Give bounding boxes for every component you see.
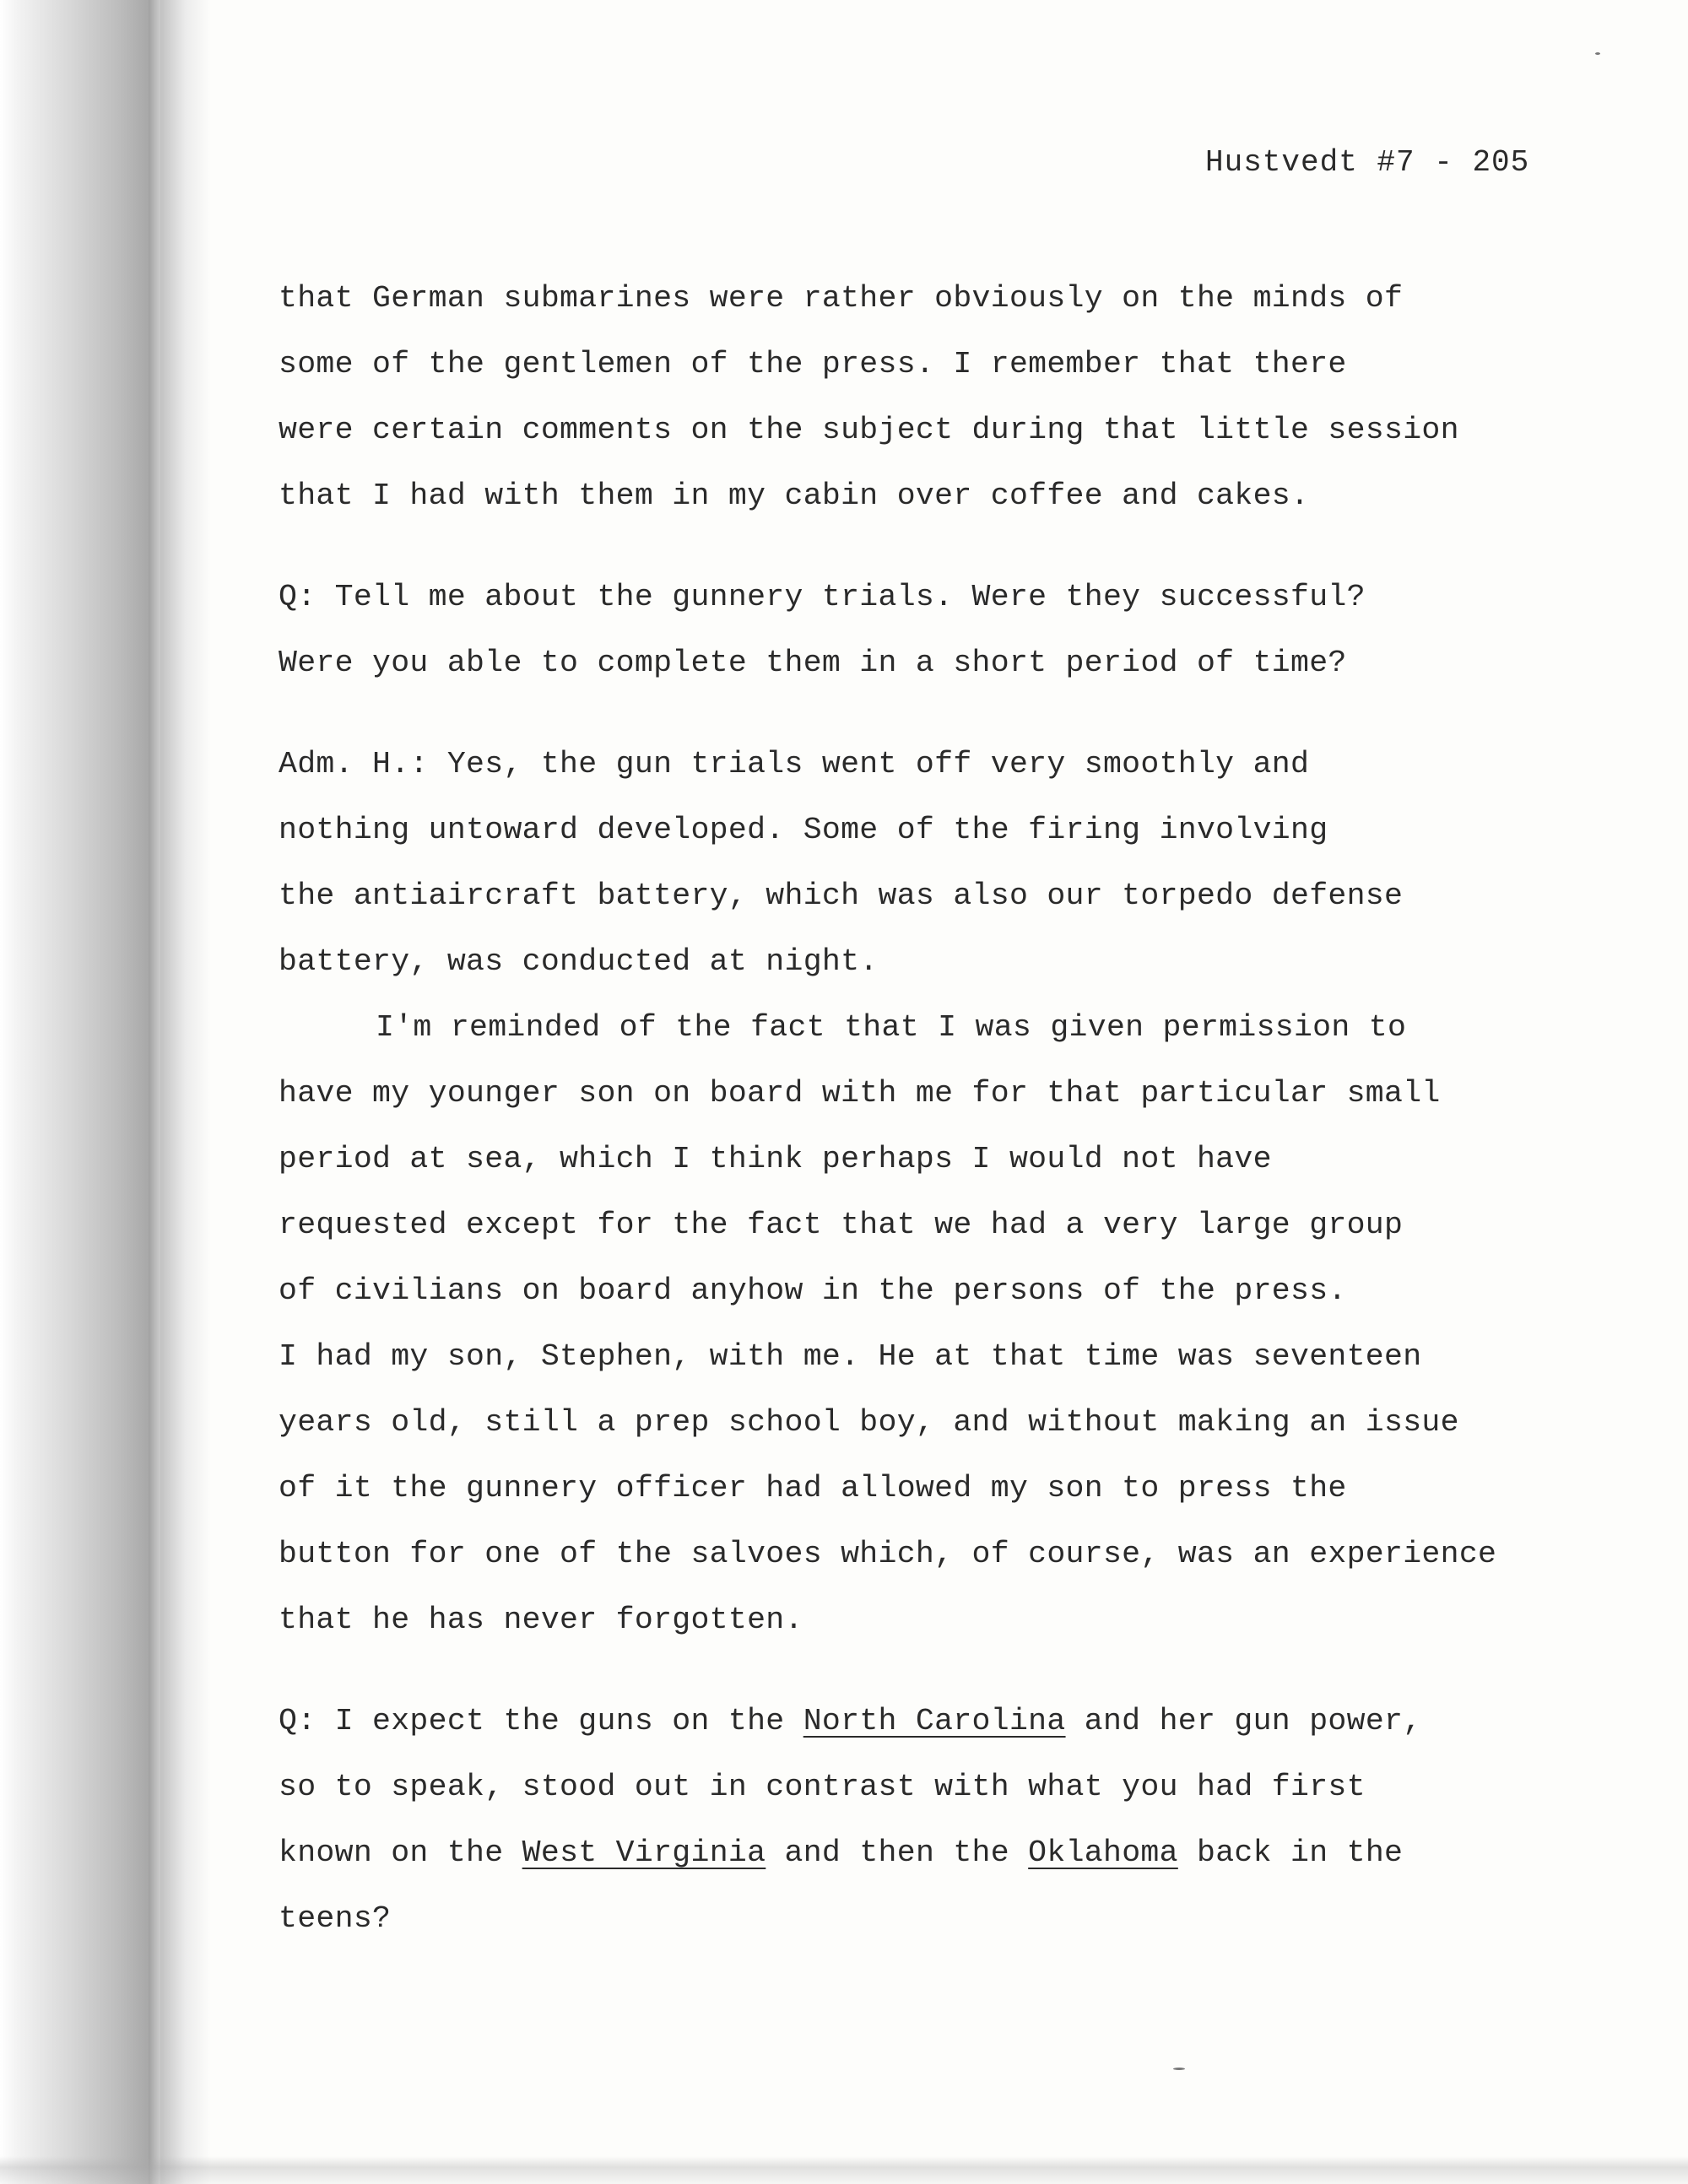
text-line: that I had with them in my cabin over coffee and cakes. [279, 478, 1310, 513]
text-segment: back in the [1177, 1835, 1404, 1870]
paragraph-question-gun-power [279, 1689, 1595, 1952]
text-line: were certain comments on the subject during that little session [279, 413, 1459, 447]
text-line: I'm reminded of the fact that I was given permission to [376, 1010, 1407, 1045]
text-line: of civilians on board anyhow in the persons of the press. [279, 1273, 1347, 1308]
text-line: Adm. H.: Yes, the gun trials went off very smoothly and [279, 747, 1310, 781]
text-segment: known on the [279, 1835, 522, 1870]
paragraph-answer-continued [279, 266, 1595, 529]
text-line: battery, was conducted at night. [279, 944, 879, 979]
text-line: teens? [279, 1901, 392, 1936]
text-line: period at sea, which I think perhaps I would not have [279, 1142, 1272, 1176]
text-line: Were you able to complete them in a short period of time? [279, 646, 1347, 680]
text-line: nothing untoward developed. Some of the firing involving [279, 813, 1328, 847]
text-line: button for one of the salvoes which, of course, was an experience [279, 1537, 1497, 1571]
binding-fold-line [149, 0, 160, 2184]
text-line: have my younger son on board with me for that particular small [279, 1076, 1441, 1111]
text-line: so to speak, stood out in contrast with what you had first [279, 1770, 1366, 1804]
text-line: the antiaircraft battery, which was also our torpedo defense [279, 878, 1404, 913]
running-head: Hustvedt #7 - 205 [1205, 145, 1530, 180]
text-line: of it the gunnery officer had allowed my son to press the [279, 1471, 1347, 1506]
text-line: that German submarines were rather obviously on the minds of [279, 281, 1404, 316]
text-line: Q: Tell me about the gunnery trials. Were they successful? [279, 580, 1366, 614]
bottom-edge-shadow [0, 2156, 1688, 2184]
text-segment: Q: I expect the guns on the [279, 1704, 803, 1738]
paragraph-question-gunnery-trials [279, 565, 1595, 696]
text-line [279, 1820, 1595, 1886]
text-line: requested except for the fact that we had a very large group [279, 1208, 1404, 1242]
paragraph-answer-gun-trials [279, 732, 1595, 995]
text-line: some of the gentlemen of the press. I remember that there [279, 347, 1347, 381]
transcript-body [279, 266, 1595, 1952]
text-segment: and her gun power, [1065, 1704, 1422, 1738]
scan-speck [1595, 52, 1600, 55]
paragraph-son-on-board [279, 995, 1595, 1653]
ship-name-west-virginia: West Virginia [522, 1835, 766, 1870]
scan-speck [1173, 2068, 1185, 2070]
text-line: that he has never forgotten. [279, 1603, 803, 1637]
text-line [279, 1689, 1595, 1754]
text-line: I had my son, Stephen, with me. He at that time was seventeen [279, 1339, 1422, 1374]
binding-gutter-shadow [0, 0, 211, 2184]
ship-name-north-carolina: North Carolina [803, 1704, 1066, 1738]
text-line: years old, still a prep school boy, and without making an issue [279, 1405, 1459, 1440]
ship-name-oklahoma: Oklahoma [1028, 1835, 1178, 1870]
text-segment: and then the [766, 1835, 1029, 1870]
